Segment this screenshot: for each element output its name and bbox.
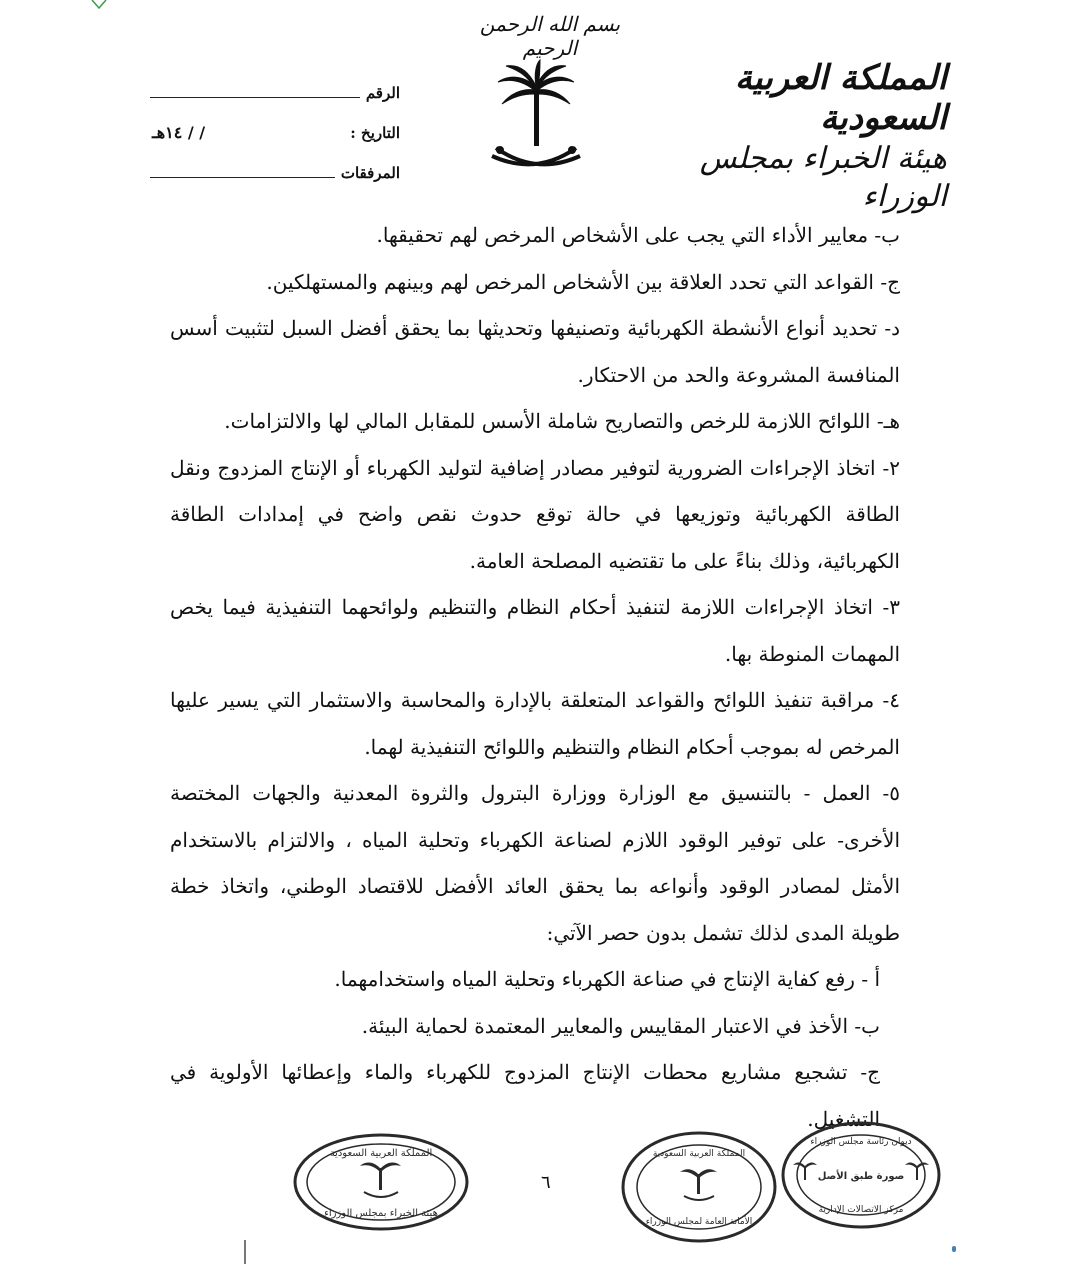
date-label: التاريخ : xyxy=(350,124,400,142)
clause-d: د- تحديد أنواع الأنشطة الكهربائية وتصنيفها وتحديثها بما يحقق أفضل السبل لتثبيت أسس المنافسة المشروعة والحد من الاحتكار. xyxy=(170,316,900,387)
item-5-j: ج- تشجيع مشاريع محطات الإنتاج المزدوج للكهرباء والماء وإعطائها الأولوية في التشغيل. xyxy=(170,1060,880,1131)
clause-h: هـ- اللوائح اللازمة للرخص والتصاريح شاملة الأسس للمقابل المالي لها والالتزامات. xyxy=(224,409,900,433)
reference-fields xyxy=(150,62,400,182)
stamp-council-secretariat xyxy=(620,1130,778,1244)
attachments-line xyxy=(150,176,335,178)
reference-label: الرقم xyxy=(365,84,400,102)
page-number: ٦ xyxy=(541,1172,551,1193)
edge-mark xyxy=(952,1246,956,1252)
agency-title: هيئة الخبراء بمجلس الوزراء xyxy=(699,141,947,214)
item-5-b: ب- الأخذ في الاعتبار المقاييس والمعايير المعتمدة لحماية البيئة. xyxy=(361,1013,880,1038)
stamp-experts-commission xyxy=(292,1132,470,1232)
item-3: ٣- اتخاذ الإجراءات اللازمة لتنفيذ أحكام النظام والتنظيم ولوائحهما التنفيذية فيما يخص المهمات المنوطة بها. xyxy=(170,595,900,666)
date-row xyxy=(150,102,400,142)
clause-j: ج- القواعد التي تحدد العلاقة بين الأشخاص المرخص لهم وبينهم والمستهلكين. xyxy=(266,269,900,294)
attachments-row xyxy=(150,142,400,182)
clause-b: ب- معايير الأداء التي يجب على الأشخاص المرخص لهم تحقيقها. xyxy=(376,223,900,247)
stamp-right-center-text: صورة طبق الأصل xyxy=(817,1171,905,1182)
basmala: بسم الله الرحمن الرحيم xyxy=(479,12,621,60)
reference-line xyxy=(150,96,360,98)
stamp-certified-copy xyxy=(780,1120,942,1230)
item-2: ٢- اتخاذ الإجراءات الضرورية لتوفير مصادر إضافية لتوليد الكهرباء أو الإنتاج المزدوج ونقل الطاقة الكهربائية وتوزيعها في حالة توقع حدوث نقص واضح في إمدادات الطاقة الكهربائية، وذلك بناءً على ما تقتضيه المصلحة العامة. xyxy=(170,455,900,573)
palm-swords-emblem-icon xyxy=(488,58,584,180)
corner-mark-icon xyxy=(90,0,108,10)
reference-number-row xyxy=(150,62,400,102)
stamp-right-top-text: ديوان رئاسة مجلس الوزراء xyxy=(810,1137,912,1147)
item-5-a: أ - رفع كفاية الإنتاج في صناعة الكهرباء وتحلية المياه واستخدامهما. xyxy=(334,967,880,991)
document-body xyxy=(170,212,900,1142)
stamp-right-bottom-text: مركز الاتصالات الإدارية xyxy=(818,1205,904,1215)
item-5: ٥- العمل - بالتنسيق مع الوزارة ووزارة البترول والثروة المعدنية والجهات المختصة الأخرى- على توفير الوقود اللازم لصناعة الكهرباء وتحلية المياه ، والالتزام بالاستخدام الأمثل لمصادر الوقود وأنواعه بما يحقق العائد الأفضل للاقتصاد الوطني، واتخاذ خطة طويلة المدى لذلك تشمل بدون حصر الآتي: xyxy=(170,781,900,945)
date-value: / / ١٤هـ xyxy=(152,123,206,142)
stamp-left-bottom-text: هيئة الخبراء بمجلس الوزراء xyxy=(324,1208,438,1219)
letterhead xyxy=(647,58,947,216)
kingdom-title: المملكة العربية السعودية xyxy=(734,58,947,138)
attachments-label: المرفقات xyxy=(340,164,400,182)
stamp-middle-top-text: المملكة العربية السعودية xyxy=(652,1149,746,1159)
item-4: ٤- مراقبة تنفيذ اللوائح والقواعد المتعلقة بالإدارة والمحاسبة والاستثمار التي يسير عليها المرخص له بموجب أحكام النظام والتنظيم واللوائح التنفيذية لهما. xyxy=(170,688,900,759)
stamp-middle-bottom-text: الأمانة العامة لمجلس الوزراء xyxy=(645,1217,753,1227)
stamp-left-top-text: المملكة العربية السعودية xyxy=(329,1148,433,1159)
margin-mark xyxy=(244,1240,246,1264)
